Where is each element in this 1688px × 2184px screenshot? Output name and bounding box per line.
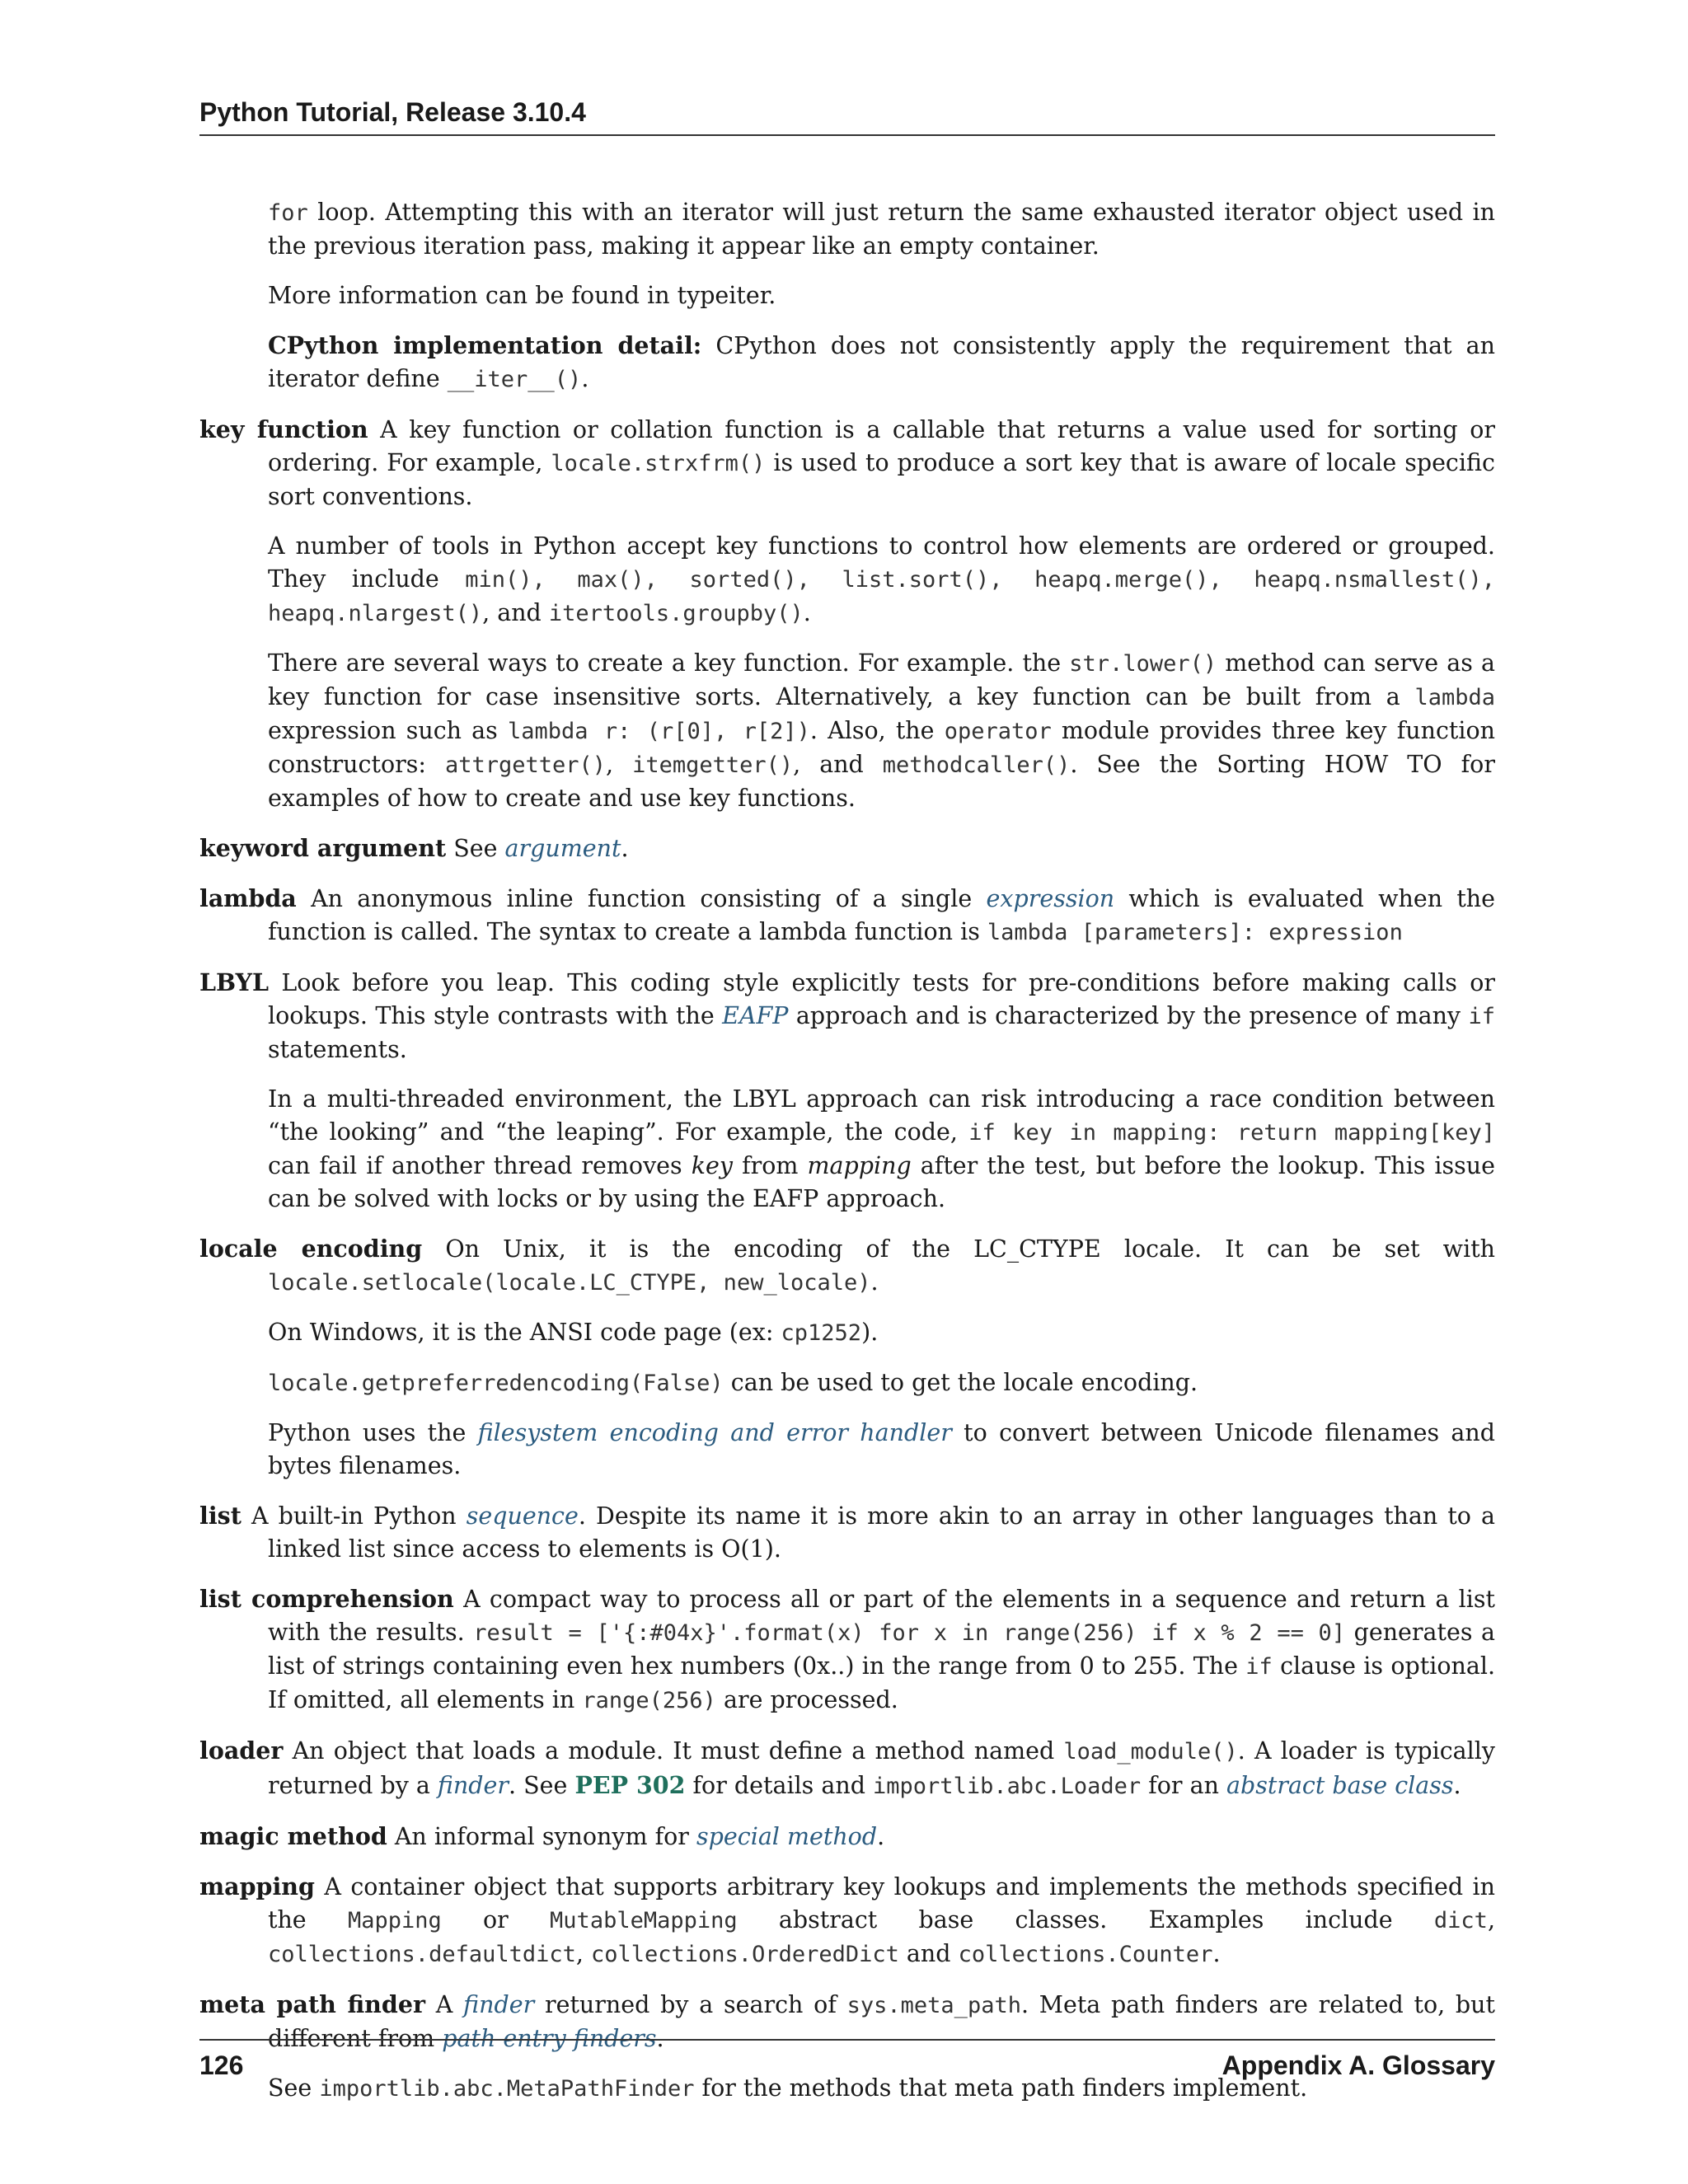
- code: min(), max(), sorted(), list.sort(), heapq.merge(), heapq.nsmallest(), heapq.nlargest(): [268, 567, 1495, 626]
- text: .: [581, 365, 589, 392]
- link-path-entry-finders[interactable]: path entry finders: [442, 2025, 657, 2052]
- code: operator: [944, 719, 1052, 744]
- running-footer: [199, 2039, 1495, 2081]
- code: lambda [parameters]: expression: [987, 920, 1403, 945]
- term: meta path finder: [199, 1990, 425, 2018]
- definition: [199, 1582, 1495, 1718]
- code: Mapping: [347, 1908, 442, 1933]
- intro-typeiter: [268, 279, 1495, 312]
- emphasis: key: [691, 1152, 733, 1179]
- term: keyword argument: [199, 834, 447, 862]
- text: .: [803, 599, 811, 626]
- code: MutableMapping: [550, 1908, 738, 1933]
- link-finder[interactable]: finder: [437, 1772, 509, 1799]
- code: itemgetter(): [632, 752, 794, 778]
- text: statements.: [268, 1036, 407, 1063]
- text: from: [733, 1152, 808, 1179]
- text: can be used to get the locale encoding.: [723, 1369, 1198, 1396]
- definition: [199, 413, 1495, 513]
- definition: [199, 882, 1495, 949]
- paragraph: [268, 1417, 1495, 1483]
- text: .: [870, 1268, 879, 1296]
- section-title: Appendix A. Glossary: [1221, 2050, 1495, 2080]
- running-header: [199, 97, 1495, 136]
- text: More information can be found in typeiter.: [268, 282, 776, 309]
- term: lambda: [199, 884, 297, 912]
- detail-label: CPython implementation detail:: [268, 331, 702, 359]
- text: expression such as: [268, 717, 508, 744]
- text: returned by a search of: [534, 1991, 847, 2018]
- link-abstract-base-class[interactable]: abstract base class: [1226, 1772, 1454, 1799]
- link-sequence[interactable]: sequence: [466, 1502, 579, 1530]
- term: list: [199, 1502, 241, 1530]
- text: On Unix, it is the encoding of the LC_CTYPE locale. It can be set with: [445, 1235, 1496, 1263]
- code: itertools.groupby(): [548, 601, 804, 626]
- paragraph: [268, 647, 1495, 815]
- page-number: 126: [199, 2050, 244, 2080]
- text: Look before you leap. This coding style explicitly tests for pre-conditions before making calls or lookups. This style contrasts with the: [268, 969, 1495, 1029]
- text: . Also, the: [809, 717, 945, 744]
- code: dict: [1433, 1908, 1488, 1933]
- term: loader: [199, 1736, 284, 1765]
- text: CPython does not consistently apply the requirement that an iterator define: [268, 332, 1495, 392]
- link-finder[interactable]: finder: [463, 1991, 535, 2018]
- entry-list: [199, 1499, 1495, 1566]
- text: There are several ways to create a key function. For example. the: [268, 649, 1070, 677]
- text: can fail if another thread removes: [268, 1152, 692, 1179]
- definition: [199, 1232, 1495, 1300]
- text: A built-in Python: [251, 1502, 467, 1530]
- text: .: [656, 2025, 664, 2052]
- code: methodcaller(): [882, 752, 1071, 778]
- text: A number of tools in Python accept key functions to control how elements are ordered or grouped. They include: [268, 532, 1495, 593]
- text: after the test, but before the lookup. This issue can be solved with locks or by using the EAFP approach.: [268, 1152, 1496, 1212]
- text: Python uses the: [268, 1419, 478, 1446]
- entry-lambda: [199, 882, 1495, 949]
- term: list comprehension: [199, 1585, 454, 1613]
- definition: [199, 1499, 1495, 1566]
- text: .: [621, 835, 629, 862]
- paragraph: [268, 1316, 1495, 1350]
- entry-loader: [199, 1734, 1495, 1803]
- text: In a multi-threaded environment, the LBYL approach can risk introducing a race condition between “the looking” and “the leaping”. For example, the code,: [268, 1085, 1495, 1146]
- text: .: [1212, 1940, 1221, 1967]
- code: result = ['{:#04x}'.format(x) for x in range(256) if x % 2 == 0]: [473, 1620, 1346, 1646]
- entry-keyword-argument: [199, 832, 1495, 865]
- text: . See the Sorting HOW TO for examples of how to create and use key functions.: [268, 751, 1495, 812]
- link-pep-302[interactable]: PEP 302: [574, 1771, 686, 1799]
- entry-lbyl: [199, 966, 1495, 1216]
- text: See: [453, 835, 505, 862]
- code: cp1252: [781, 1320, 862, 1346]
- text: which is evaluated when the function is called. The syntax to create a lambda function is: [268, 885, 1495, 945]
- text: . Despite its name it is more akin to an array in other languages than to a linked list since access to elements is O(1).: [268, 1502, 1495, 1563]
- text: is used to produce a sort key that is aware of locale specific sort conventions.: [268, 449, 1495, 510]
- code: range(256): [582, 1688, 716, 1713]
- text: . A loader is typically returned by a: [268, 1737, 1495, 1799]
- text: . See: [509, 1772, 575, 1799]
- text: ,: [1487, 1906, 1495, 1933]
- entry-magic-method: [199, 1820, 1495, 1854]
- definition: [199, 1870, 1495, 1971]
- emphasis: mapping: [807, 1152, 912, 1179]
- text: , and: [482, 599, 549, 626]
- definition: [199, 966, 1495, 1066]
- text: A key function or collation function is a callable that returns a value used for sorting or ordering. For example,: [268, 416, 1495, 476]
- code: load_module(): [1063, 1739, 1238, 1765]
- text: or: [441, 1906, 551, 1933]
- code: __iter__(): [447, 367, 582, 392]
- text: On Windows, it is the ANSI code page (ex:: [268, 1319, 781, 1346]
- text: and: [898, 1940, 959, 1967]
- paragraph: [268, 530, 1495, 630]
- link-expression[interactable]: expression: [986, 885, 1115, 912]
- link-filesystem-encoding[interactable]: filesystem encoding and error handler: [477, 1419, 952, 1446]
- text: loop. Attempting this with an iterator will just return the same exhausted iterator object used in the previous iteration pass, making it appear like an empty container.: [268, 199, 1495, 260]
- text: method can serve as a key function for case insensitive sorts. Alternatively, a key function can be built from a: [268, 649, 1496, 710]
- code: if: [1245, 1654, 1273, 1680]
- text: for details and: [685, 1772, 874, 1799]
- text: clause is optional. If omitted, all elements in: [268, 1652, 1495, 1713]
- text: . Meta path finders are related to, but different from: [268, 1991, 1495, 2052]
- text: module provides three key function constructors:: [268, 717, 1496, 778]
- text: , and: [793, 751, 883, 778]
- term: magic method: [199, 1822, 387, 1850]
- header-title: Python Tutorial, Release 3.10.4: [199, 97, 586, 127]
- code: locale.getpreferredencoding(False): [268, 1371, 724, 1396]
- link-eafp[interactable]: EAFP: [722, 1002, 789, 1029]
- text: .: [877, 1823, 885, 1850]
- text: ).: [861, 1319, 879, 1346]
- term: LBYL: [199, 968, 270, 996]
- entry-key-function: [199, 413, 1495, 815]
- term: locale encoding: [199, 1235, 423, 1263]
- code: collections.Counter: [958, 1942, 1213, 1967]
- code: locale.strxfrm(): [551, 451, 766, 476]
- text: A container object that supports arbitrary key lookups and implements the methods specified in the: [268, 1873, 1495, 1933]
- intro-paragraph: [268, 196, 1495, 263]
- text: An informal synonym for: [394, 1823, 696, 1850]
- code: if key in mapping: return mapping[key]: [968, 1120, 1495, 1146]
- definition: [199, 1820, 1495, 1854]
- code-for: for: [268, 200, 308, 226]
- text: abstract base classes. Examples include: [737, 1906, 1434, 1933]
- code: collections.OrderedDict: [591, 1942, 899, 1967]
- text: are processed.: [715, 1686, 898, 1713]
- entry-locale-encoding: [199, 1232, 1495, 1483]
- code: sys.meta_path: [846, 1993, 1021, 2018]
- code: if: [1468, 1004, 1495, 1029]
- definition: [199, 1734, 1495, 1803]
- code: collections.defaultdict: [268, 1942, 576, 1967]
- text: generates a list of strings containing even hex numbers (0x..) in the range from 0 to 255. The: [268, 1619, 1495, 1680]
- code: importlib.abc.Loader: [873, 1774, 1142, 1799]
- code: str.lower(): [1069, 651, 1217, 677]
- text: See: [268, 2074, 320, 2102]
- definition: [199, 832, 1495, 865]
- text: .: [1453, 1772, 1461, 1799]
- code: attrgetter(): [444, 752, 607, 778]
- code: importlib.abc.MetaPathFinder: [319, 2076, 695, 2102]
- code: lambda: [1414, 685, 1495, 710]
- paragraph: [268, 1083, 1495, 1216]
- code: locale.setlocale(locale.LC_CTYPE, new_locale): [268, 1270, 871, 1296]
- term: key function: [199, 415, 368, 443]
- code: lambda r: (r[0], r[2]): [507, 719, 810, 744]
- text: A compact way to process all or part of the elements in a sequence and return a list with the results.: [268, 1586, 1495, 1646]
- text: to convert between Unicode filenames and bytes filenames.: [268, 1419, 1495, 1479]
- entry-mapping: [199, 1870, 1495, 1971]
- text: ,: [606, 751, 633, 778]
- link-special-method[interactable]: special method: [696, 1823, 878, 1850]
- paragraph: [268, 1366, 1495, 1400]
- term: mapping: [199, 1872, 315, 1900]
- entry-list-comprehension: [199, 1582, 1495, 1718]
- text: for the methods that meta path finders implement.: [694, 2074, 1308, 2102]
- text: ,: [575, 1940, 591, 1967]
- cpython-detail: [268, 329, 1495, 396]
- glossary-content: [199, 196, 1495, 2122]
- text: for an: [1141, 1772, 1226, 1799]
- text: approach and is characterized by the presence of many: [788, 1002, 1469, 1029]
- text: A: [435, 1991, 464, 2018]
- text: An anonymous inline function consisting of a single: [311, 885, 987, 912]
- link-argument[interactable]: argument: [504, 835, 621, 862]
- text: An object that loads a module. It must define a method named: [292, 1737, 1064, 1765]
